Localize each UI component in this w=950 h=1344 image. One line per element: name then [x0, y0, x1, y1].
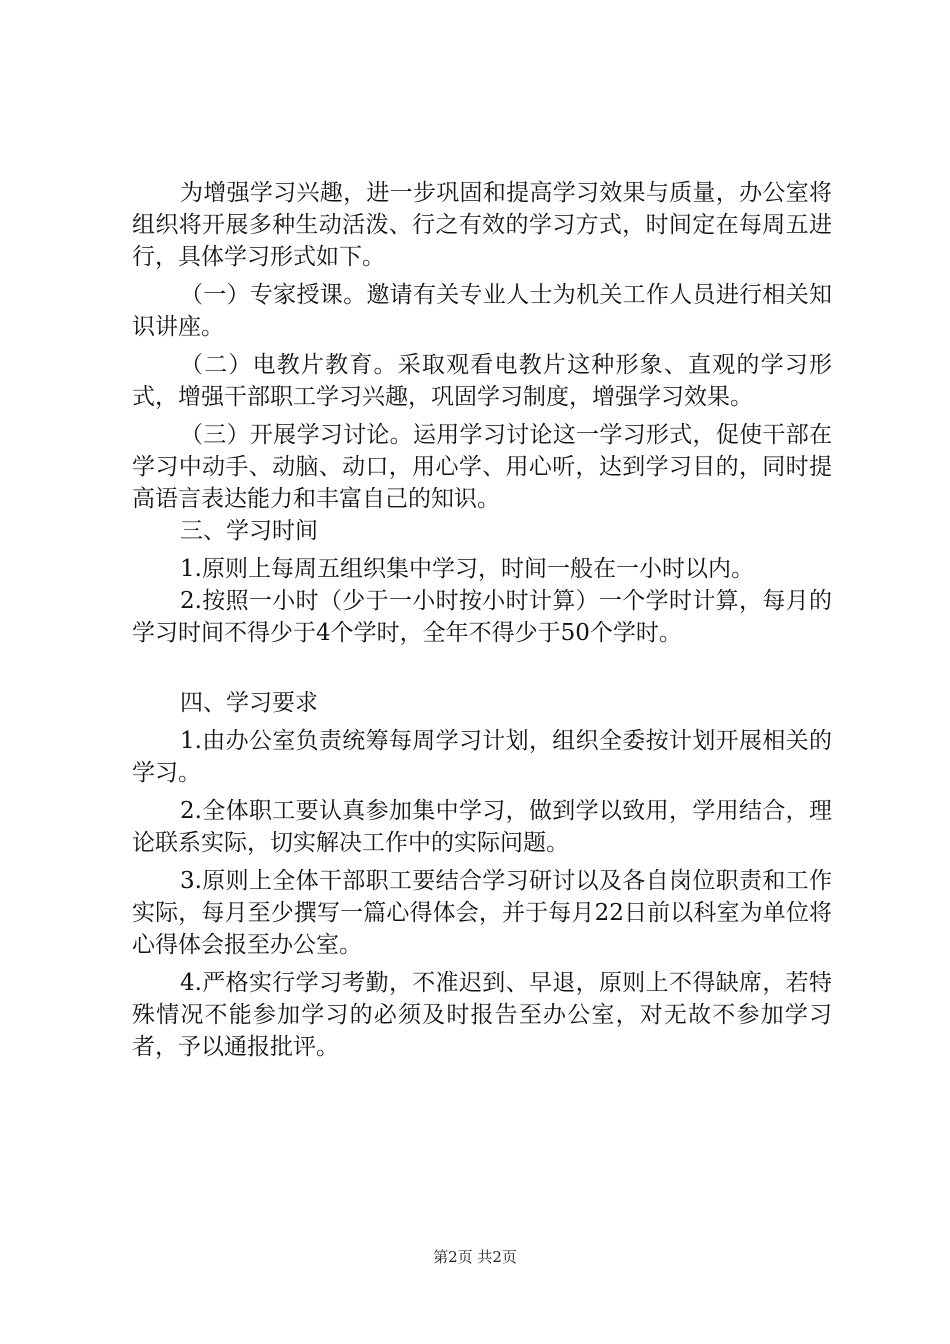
paragraph-requirement-2: 2.全体职工要认真参加集中学习，做到学以致用，学用结合，理论联系实际，切实解决工作中的实际问题。 [132, 798, 832, 856]
page-footer: 第2页 共2页 [433, 1248, 517, 1266]
document-body [132, 177, 832, 1063]
section-heading-study-time: 三、学习时间 [180, 518, 318, 544]
paragraph-requirement-4: 4.严格实行学习考勤，不准迟到、早退，原则上不得缺席，若特殊情况不能参加学习的必须及时报告至办公室，对无故不参加学习者，予以通报批评。 [132, 970, 832, 1060]
paragraph-requirement-1: 1.由办公室负责统筹每周学习计划，组织全委按计划开展相关的学习。 [132, 728, 832, 786]
paragraph-requirement-3: 3.原则上全体干部职工要结合学习研讨以及各自岗位职责和工作实际，每月至少撰写一篇心得体会，并于每月22日前以科室为单位将心得体会报至办公室。 [132, 868, 832, 958]
section-heading-study-requirements: 四、学习要求 [180, 690, 318, 716]
paragraph-expert-lecture: （一）专家授课。邀请有关专业人士为机关工作人员进行相关知识讲座。 [132, 282, 832, 340]
paragraph-time-rule-2: 2.按照一小时（少于一小时按小时计算）一个学时计算，每月的学习时间不得少于4个学时，全年不得少于50个学时。 [132, 588, 832, 646]
paragraph-time-rule-1: 1.原则上每周五组织集中学习，时间一般在一小时以内。 [180, 556, 754, 582]
paragraph-video-education: （二）电教片教育。采取观看电教片这种形象、直观的学习形式，增强干部职工学习兴趣，巩固学习制度，增强学习效果。 [132, 352, 832, 410]
paragraph-intro: 为增强学习兴趣，进一步巩固和提高学习效果与质量，办公室将组织将开展多种生动活泼、行之有效的学习方式，时间定在每周五进行，具体学习形式如下。 [132, 180, 832, 270]
paragraph-study-discussion: （三）开展学习讨论。运用学习讨论这一学习形式，促使干部在学习中动手、动脑、动口，用心学、用心听，达到学习目的，同时提高语言表达能力和丰富自己的知识。 [132, 422, 832, 512]
